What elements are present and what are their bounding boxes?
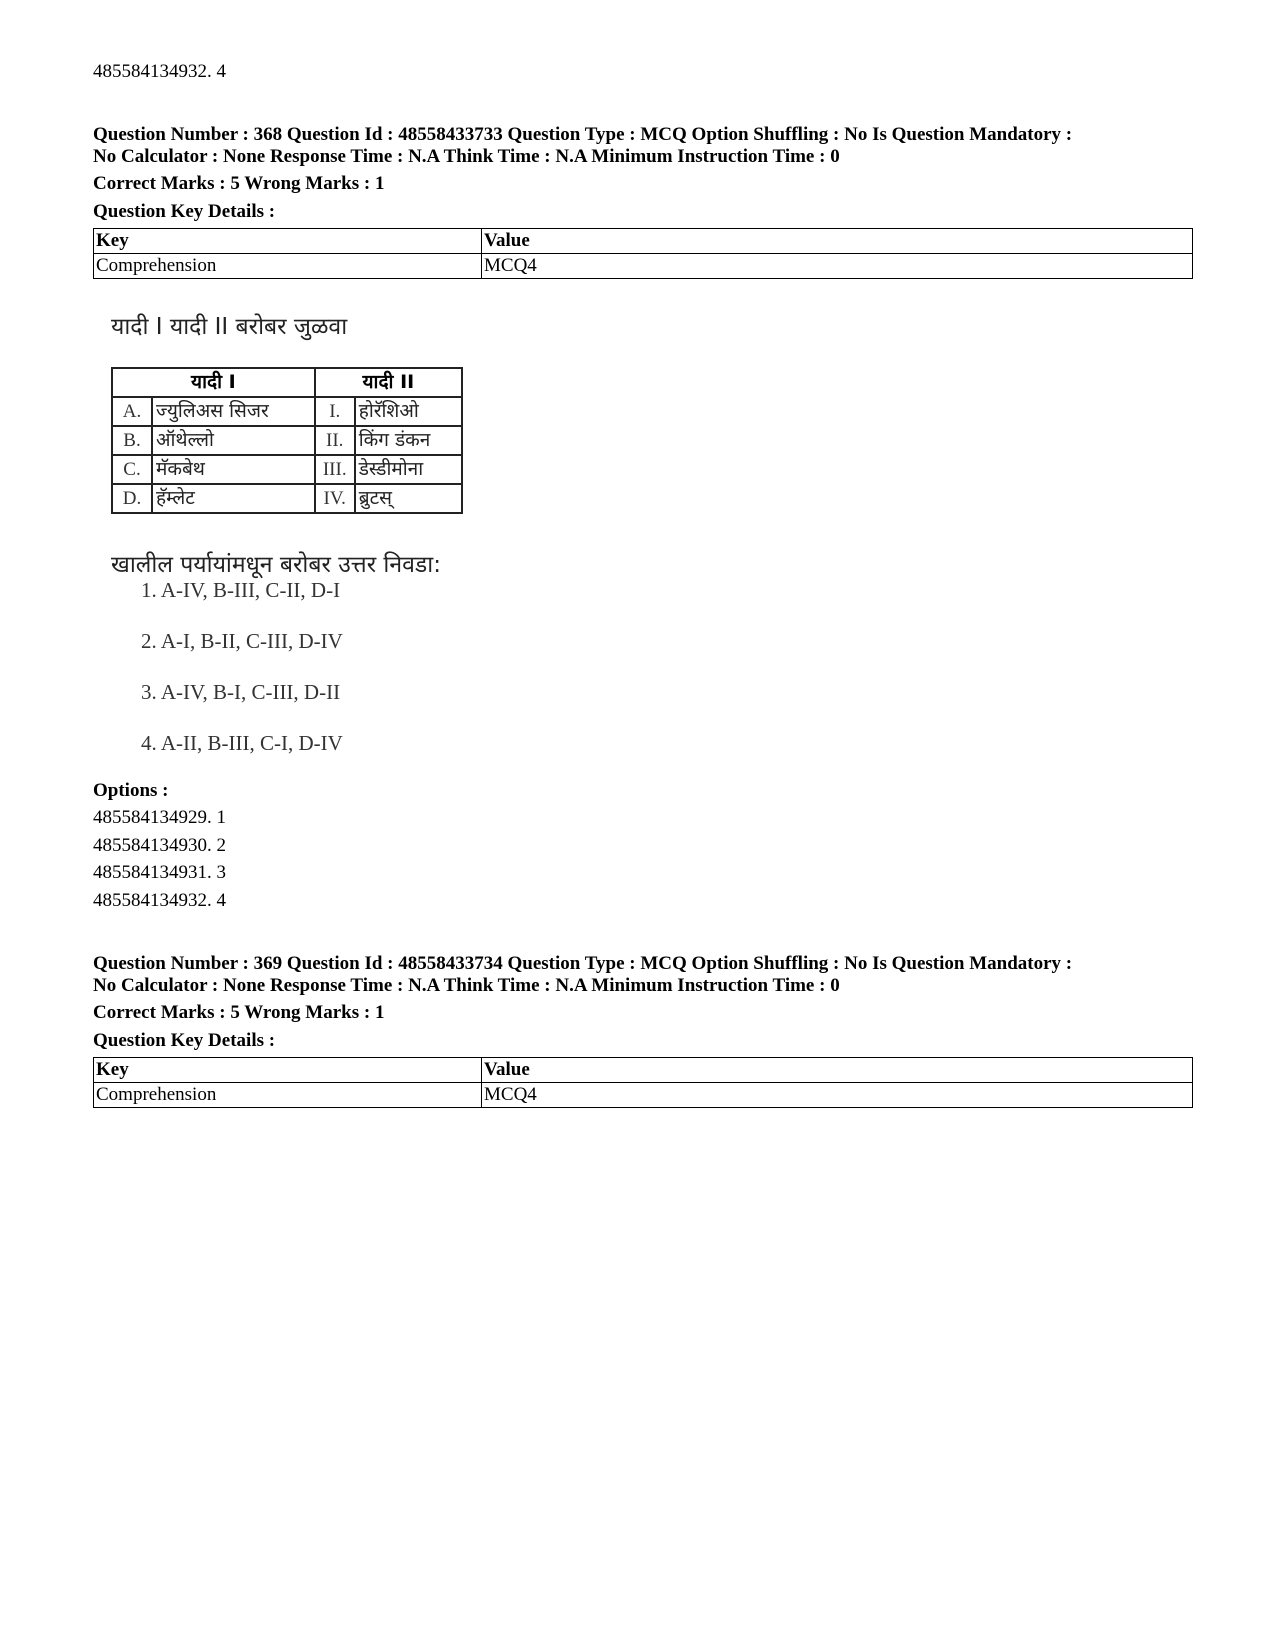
value-cell: MCQ4	[482, 1083, 1193, 1108]
q368-marks: Correct Marks : 5 Wrong Marks : 1	[93, 173, 385, 194]
answer-choice-1: 1. A-IV, B-III, C-II, D-I	[141, 578, 341, 602]
table-row	[94, 1083, 1193, 1108]
match-row	[112, 455, 462, 484]
list-1-item: मॅकबेथ	[152, 455, 315, 484]
key-header: Key	[94, 229, 482, 254]
q369-marks: Correct Marks : 5 Wrong Marks : 1	[93, 1002, 385, 1023]
match-table	[111, 367, 463, 514]
q369-header-line-2: No Calculator : None Response Time : N.A Think Time : N.A Minimum Instruction Time : 0	[93, 975, 840, 996]
list-2-item: डेस्डीमोना	[355, 455, 462, 484]
answer-choice-4: 4. A-II, B-III, C-I, D-IV	[141, 731, 343, 755]
row-label: D.	[112, 484, 152, 513]
row-label: IV.	[315, 484, 355, 513]
table-header-row	[94, 1058, 1193, 1083]
q369-key-details-label: Question Key Details :	[93, 1030, 276, 1051]
q369-key-details-table	[93, 1057, 1193, 1108]
row-label: C.	[112, 455, 152, 484]
option-line: 485584134932. 4	[93, 890, 226, 911]
answer-choice-3: 3. A-IV, B-I, C-III, D-II	[141, 680, 341, 704]
q368-key-details-label: Question Key Details :	[93, 201, 276, 222]
key-header: Key	[94, 1058, 482, 1083]
key-cell: Comprehension	[94, 254, 482, 279]
answer-choice-2: 2. A-I, B-II, C-III, D-IV	[141, 629, 343, 653]
previous-option-line: 485584134932. 4	[93, 61, 226, 82]
option-line: 485584134929. 1	[93, 807, 226, 828]
options-label: Options :	[93, 780, 169, 801]
table-header-row	[94, 229, 1193, 254]
match-row	[112, 426, 462, 455]
question-prompt: खालील पर्यायांमधून बरोबर उत्तर निवडा:	[111, 552, 441, 578]
value-header: Value	[482, 1058, 1193, 1083]
match-row	[112, 484, 462, 513]
row-label: III.	[315, 455, 355, 484]
q369-header-line-1: Question Number : 369 Question Id : 48558433734 Question Type : MCQ Option Shuffling : No Is Question Mandatory :	[93, 953, 1073, 974]
row-label: A.	[112, 397, 152, 426]
q368-header-line-1: Question Number : 368 Question Id : 48558433733 Question Type : MCQ Option Shuffling : No Is Question Mandatory :	[93, 124, 1073, 145]
list-1-item: हॅम्लेट	[152, 484, 315, 513]
option-line: 485584134930. 2	[93, 835, 226, 856]
list-1-item: ज्युलिअस सिजर	[152, 397, 315, 426]
q368-header-line-2: No Calculator : None Response Time : N.A Think Time : N.A Minimum Instruction Time : 0	[93, 146, 840, 167]
list-1-item: ऑथेल्लो	[152, 426, 315, 455]
table-row	[94, 254, 1193, 279]
option-line: 485584134931. 3	[93, 862, 226, 883]
row-label: B.	[112, 426, 152, 455]
list-1-header: यादी I	[112, 368, 315, 397]
question-title: यादी I यादी II बरोबर जुळवा	[111, 314, 348, 340]
row-label: I.	[315, 397, 355, 426]
list-2-header: यादी II	[315, 368, 462, 397]
match-row	[112, 397, 462, 426]
match-table-header	[112, 368, 462, 397]
row-label: II.	[315, 426, 355, 455]
list-2-item: होरॅशिओ	[355, 397, 462, 426]
value-cell: MCQ4	[482, 254, 1193, 279]
list-2-item: ब्रुटस्	[355, 484, 462, 513]
key-cell: Comprehension	[94, 1083, 482, 1108]
q368-key-details-table	[93, 228, 1193, 279]
value-header: Value	[482, 229, 1193, 254]
list-2-item: किंग डंकन	[355, 426, 462, 455]
